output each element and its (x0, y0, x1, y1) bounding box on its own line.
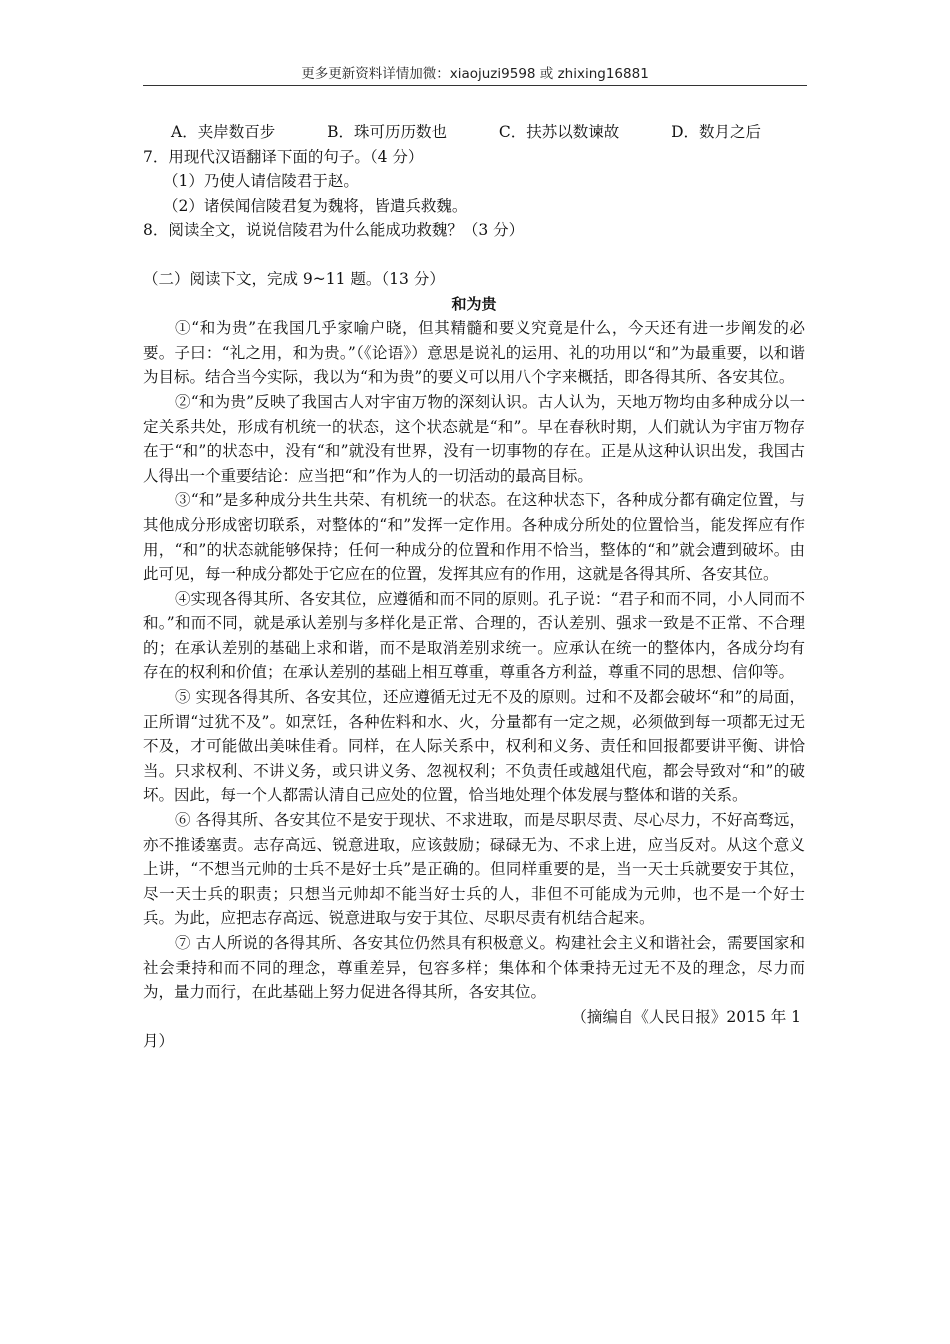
choice-d: D．数月之后 (671, 123, 761, 141)
q6-choices (143, 120, 805, 145)
article-title: 和为贵 (451, 294, 497, 313)
header-divider (143, 85, 807, 86)
choice-c: C．扶苏以数谏故 (498, 123, 620, 141)
article-paragraph-4: ④实现各得其所、各安其位，应遵循和而不同的原则。孔子说：“君子和而不同，小人同而不和。”和而不同，就是承认差别与多样化是正常、合理的，否认差别、强求一致是不正常、不合理的；在承认差别的基础上求和谐，而不是取消差别求统一。应承认在统一的整体内，各成分均有存在的权利和价值；在承认差别的基础上相互尊重，尊重各方利益，尊重不同的思想、信仰等。 (143, 589, 805, 682)
article-paragraph-2: ②“和为贵”反映了我国古人对宇宙万物的深刻认识。古人认为，天地万物均由多种成分以一定关系共处，形成有机统一的状态，这个状态就是“和”。早在春秋时期，人们就认为宇宙万物存在于“和”的状态中，没有“和”就没有世界，没有一切事物的存在。正是从这种认识出发，我国古人得出一个重要结论：应当把“和”作为人的一切活动的最高目标。 (143, 392, 805, 485)
article-paragraph-7: ⑦ 古人所说的各得其所、各安其位仍然具有积极意义。构建社会主义和谐社会，需要国家和社会秉持和而不同的理念，尊重差异，包容多样；集体和个体秉持无过无不及的理念，尽力而为，量力而行，在此基础上努力促进各得其所，各安其位。 (143, 934, 805, 1002)
q7-stem: 7．用现代汉语翻译下面的句子。（4 分） (143, 147, 424, 166)
q7-sentence-1: （1）乃使人请信陵君于赵。 (163, 172, 359, 191)
article-source: （摘编自《人民日报》2015 年 1 (571, 1007, 801, 1026)
choice-b: B．珠可历历数也 (327, 123, 447, 141)
article-paragraph-6: ⑥ 各得其所、各安其位不是安于现状、不求进取，而是尽职尽责、尽心尽力，不好高骛远，亦不推诿塞责。志存高远、锐意进取，应该鼓励；碌碌无为、不求上进，应当反对。从这个意义上讲，“不想当元帅的士兵不是好士兵”是正确的。但同样重要的是，当一天士兵就要安于其位，尽一天士兵的职责；只想当元帅却不能当好士兵的人，非但不可能成为元帅，也不是一个好士兵。为此，应把志存高远、锐意进取与安于其位、尽职尽责有机结合起来。 (143, 811, 805, 928)
page-header: 更多更新资料详情加微：xiaojuzi9598 或 zhixing16881 (301, 66, 649, 82)
article-source-continued: 月） (143, 1032, 175, 1051)
article-paragraph-5: ⑤ 实现各得其所、各安其位，还应遵循无过无不及的原则。过和不及都会破坏“和”的局面，正所谓“过犹不及”。如烹饪，各种佐料和水、火，分量都有一定之规，必须做到每一项都无过无不及，才可能做出美味佳肴。同样，在人际关系中，权利和义务、责任和回报都要讲平衡、讲恰当。只求权利、不讲义务，或只讲义务、忽视权利；不负责任或越俎代庖，都会导致对“和”的破坏。因此，每一个人都需认清自己应处的位置，恰当地处理个体发展与整体和谐的关系。 (143, 688, 805, 805)
section2-intro: （二）阅读下文，完成 9~11 题。（13 分） (143, 269, 445, 288)
q8-stem: 8．阅读全文，说说信陵君为什么能成功救魏？（3 分） (143, 221, 525, 240)
spacer (143, 243, 805, 267)
choice-a: A．夹岸数百步 (171, 123, 276, 141)
article-paragraph-3: ③“和”是多种成分共生共荣、有机统一的状态。在这种状态下，各种成分都有确定位置，与其他成分形成密切联系，对整体的“和”发挥一定作用。各种成分所处的位置恰当，能发挥应有作用，“和”的状态就能够保持；任何一种成分的位置和作用不恰当，整体的“和”就会遭到破坏。由此可见，每一种成分都处于它应在的位置，发挥其应有的作用，这就是各得其所、各安其位。 (143, 491, 805, 584)
document-body (143, 120, 805, 1054)
q7-sentence-2: （2）诸侯闻信陵君复为魏将，皆遣兵救魏。 (163, 196, 468, 215)
article-paragraph-1: ①“和为贵”在我国几乎家喻户晓，但其精髓和要义究竟是什么，今天还有进一步阐发的必要。子曰：“礼之用，和为贵。”（《论语》）意思是说礼的运用、礼的功用以“和”为最重要，以和谐为目标。结合当今实际，我以为“和为贵”的要义可以用八个字来概括，即各得其所、各安其位。 (143, 319, 805, 387)
